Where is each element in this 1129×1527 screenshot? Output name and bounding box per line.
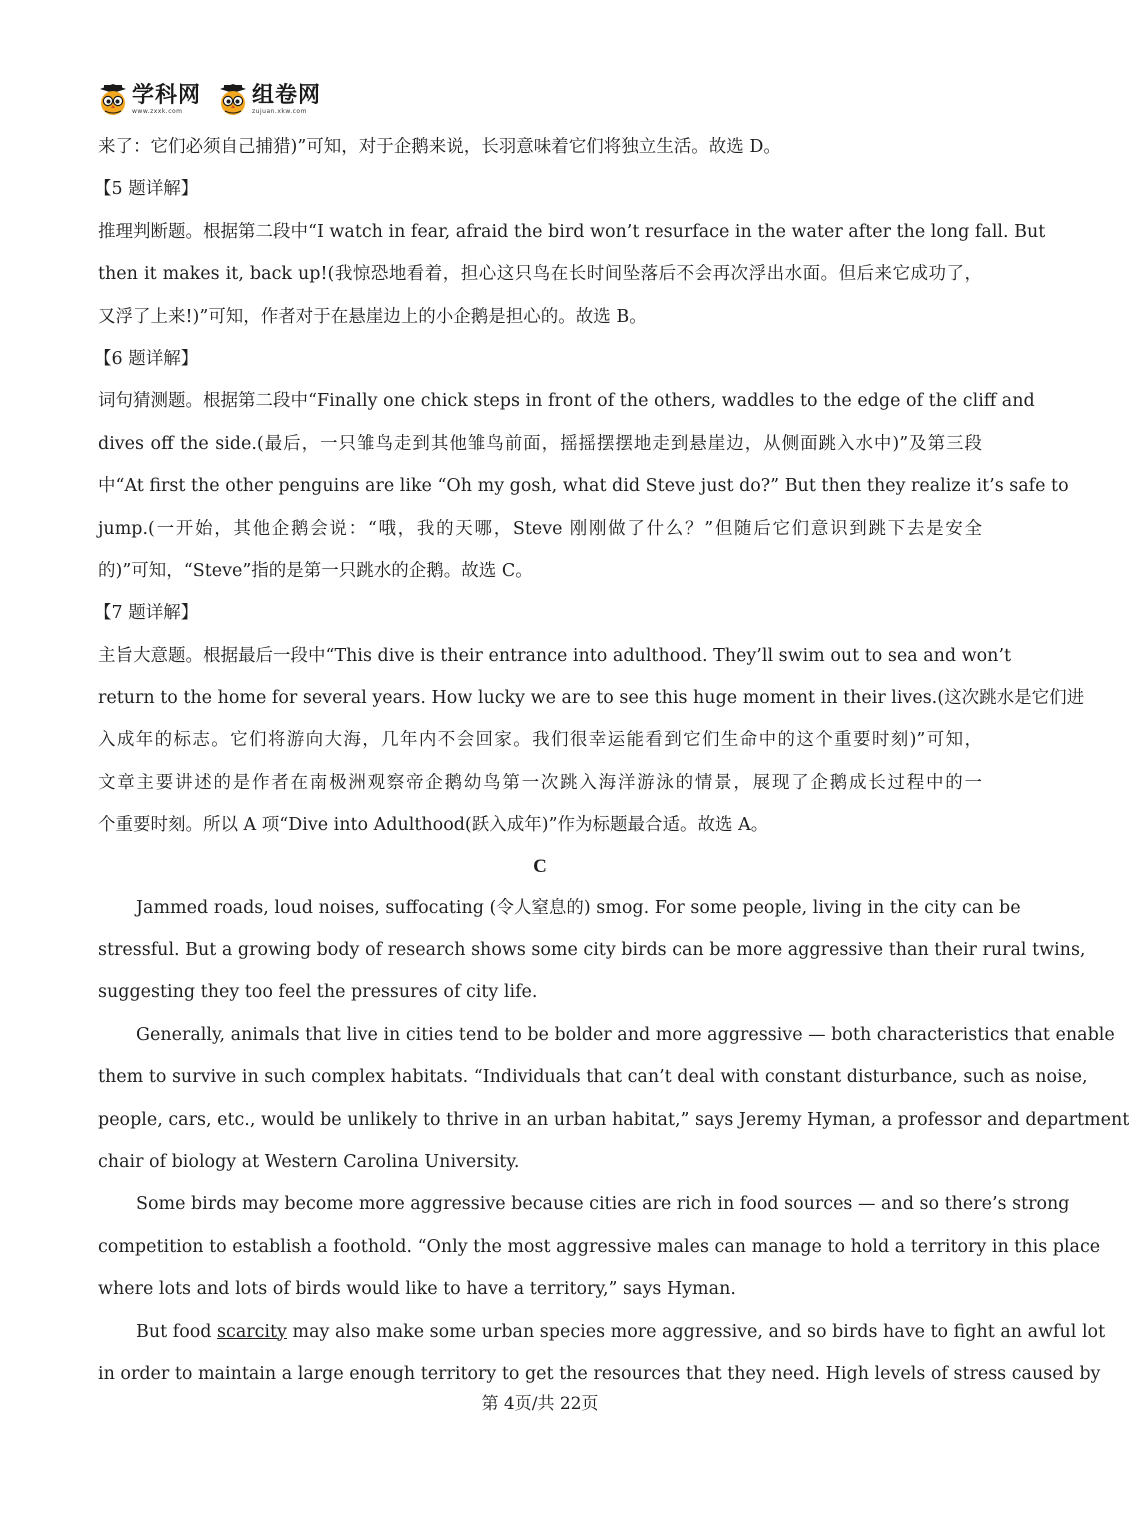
- question-6-line: jump.(一开始，其他企鹅会说：“哦，我的天哪，Steve 刚刚做了什么？”但随后它们意识到跳下去是安全: [98, 518, 982, 539]
- page-number: 第 4页/共 22页: [481, 1394, 599, 1414]
- zxxk-logo-name: 学科网: [132, 83, 202, 108]
- question-5-heading: 【5 题详解】: [94, 179, 199, 200]
- question-6-line: 中“At first the other penguins are like “Oh my gosh, what did Steve just do?” But then they realize it’s safe to: [98, 476, 1069, 497]
- question-5-line: then it makes it, back up!(我惊恐地看着，担心这只鸟在长时间坠落后不会再次浮出水面。但后来它成功了，: [98, 264, 982, 285]
- passage-text: But food: [136, 1321, 218, 1342]
- answer-4-tail: 来了：它们必须自己捕猎)”可知，对于企鹅来说，长羽意味着它们将独立生活。故选 D。: [98, 137, 781, 157]
- question-6-line: dives off the side.(最后，一只雏鸟走到其他雏鸟前面，摇摇摆摆地走到悬崖边，从侧面跳入水中)”及第三段: [98, 433, 982, 454]
- passage-text: may also make some urban species more aggressive, and so birds have to fight an awful lot: [286, 1321, 1106, 1342]
- question-6-line: 的)”可知，“Steve”指的是第一只跳水的企鹅。故选 C。: [98, 560, 533, 581]
- page-header: [97, 80, 321, 120]
- passage-c-line: Jammed roads, loud noises, suffocating (令人窒息的) smog. For some people, living in the city can be: [136, 897, 1021, 918]
- passage-c-line: in order to maintain a large enough territory to get the resources that they need. High levels of stress caused by: [98, 1363, 1101, 1384]
- passage-c-line: [98, 1311, 1106, 1353]
- passage-c-line: competition to establish a foothold. “Only the most aggressive males can manage to hold a territory in this place: [98, 1236, 1101, 1257]
- passage-c-line: where lots and lots of birds would like to have a territory,” says Hyman.: [98, 1279, 736, 1300]
- underlined-word: scarcity: [217, 1321, 287, 1342]
- question-7-heading: 【7 题详解】: [94, 603, 199, 624]
- question-7-line: 入成年的标志。它们将游向大海，几年内不会回家。我们很幸运能看到它们生命中的这个重要时刻)”可知，: [98, 730, 982, 751]
- zujuan-logo: [217, 85, 321, 115]
- passage-c-line: chair of biology at Western Carolina University.: [98, 1151, 520, 1172]
- question-7-line: 文章主要讲述的是作者在南极洲观察帝企鹅幼鸟第一次跳入海洋游泳的情景，展现了企鹅成长过程中的一: [98, 772, 982, 793]
- passage-c-line: suggesting they too feel the pressures of city life.: [98, 982, 538, 1003]
- question-5-line: 又浮了上来!)”可知，作者对于在悬崖边上的小企鹅是担心的。故选 B。: [98, 306, 647, 327]
- document-body: [94, 126, 1129, 1395]
- passage-c-line: Some birds may become more aggressive because cities are rich in food sources — and so there’s strong: [136, 1194, 1070, 1215]
- passage-c-line: people, cars, etc., would be unlikely to thrive in an urban habitat,” says Jeremy Hyman, a professor and department: [98, 1109, 1129, 1130]
- question-7-line: return to the home for several years. How lucky we are to see this huge moment in their lives.(这次跳水是它们进: [98, 688, 1085, 709]
- zujuan-logo-name: 组卷网: [252, 83, 322, 108]
- question-6-line: 词句猜测题。根据第二段中“Finally one chick steps in front of the others, waddles to the edge of the cliff and: [98, 391, 1035, 412]
- question-7-line: 主旨大意题。根据最后一段中“This dive is their entrance into adulthood. They’ll swim out to sea and won’t: [98, 645, 1012, 666]
- owl-mascot-icon: [217, 85, 249, 115]
- owl-mascot-icon: [97, 85, 129, 115]
- zxxk-logo: [97, 85, 201, 115]
- question-7-line: 个重要时刻。所以 A 项“Dive into Adulthood(跃入成年)”作为标题最合适。故选 A。: [98, 815, 769, 836]
- passage-c-line: stressful. But a growing body of research shows some city birds can be more aggressive than their rural twins,: [98, 940, 1086, 961]
- question-6-heading: 【6 题详解】: [94, 348, 199, 369]
- zxxk-logo-url: www.zxxk.com: [132, 108, 183, 115]
- passage-c-line: them to survive in such complex habitats. “Individuals that can’t deal with constant disturbance, such as noise,: [98, 1067, 1088, 1088]
- passage-c-line: Generally, animals that live in cities tend to be bolder and more aggressive — both characteristics that enable: [136, 1024, 1115, 1045]
- question-5-line: 推理判断题。根据第二段中“I watch in fear, afraid the bird won’t resurface in the water after the long fall. But: [98, 221, 1046, 242]
- zujuan-logo-url: zujuan.xkw.com: [252, 108, 307, 115]
- section-c-title: C: [533, 855, 547, 877]
